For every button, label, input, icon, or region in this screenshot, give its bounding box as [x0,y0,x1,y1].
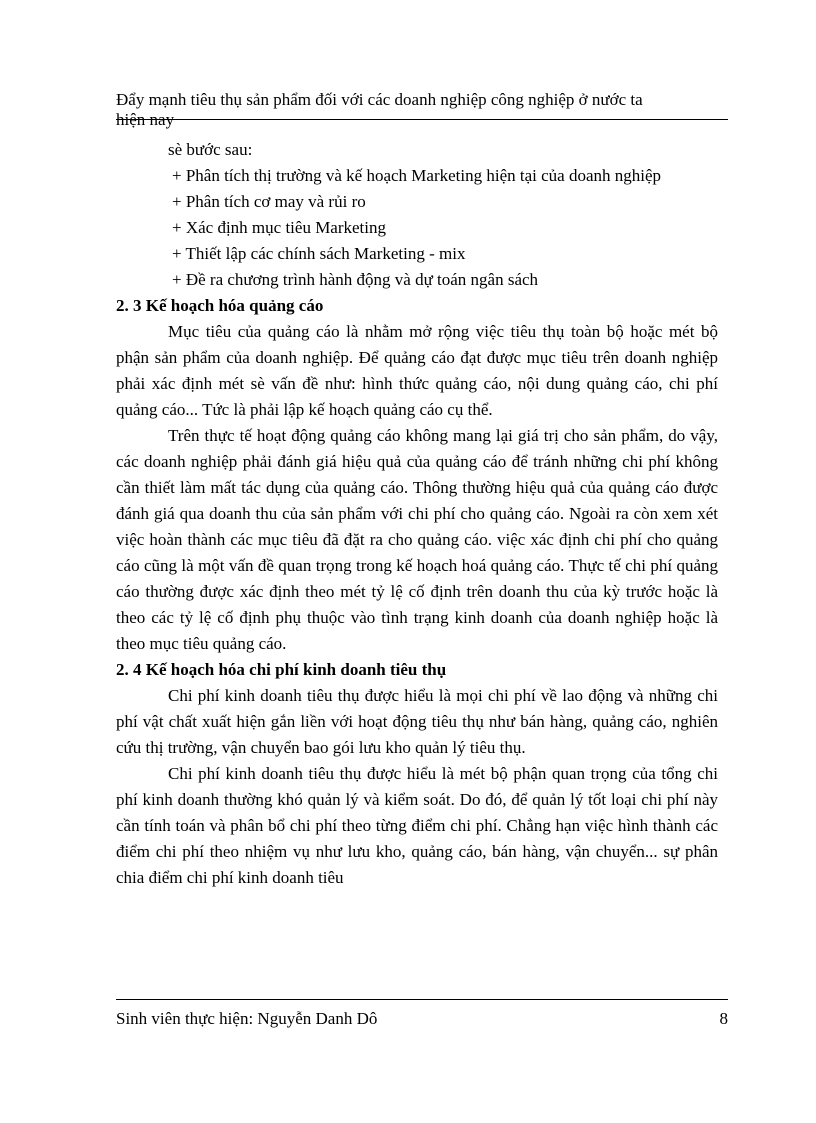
intro-text: sè bước sau: [168,140,253,159]
document-body [116,137,718,891]
header-divider [116,119,728,120]
footer-author: Sinh viên thực hiện: Nguyễn Danh Dô [116,1009,378,1028]
section-heading-2-3: 2. 3 Kế hoạch hóa quảng cáo [116,296,324,315]
footer-divider [116,999,728,1000]
step-item-2: + Phân tích cơ may và rủi ro [172,192,366,211]
section-heading-2-4: 2. 4 Kế hoạch hóa chi phí kinh doanh tiêu thụ [116,660,447,679]
step-item-3: + Xác định mục tiêu Marketing [172,218,387,237]
step-item-5: + Đề ra chương trình hành động và dự toán ngân sách [172,270,539,289]
paragraph-2-4-2: Chi phí kinh doanh tiêu thụ được hiểu là mét bộ phận quan trọng của tổng chi phí kinh doanh thường khó quản lý và kiểm soát. Do đó, để quản lý tốt loại chi phí này cần tính toán và phân bổ chi phí theo từng điểm chi phí. Chẳng hạn việc hình thành các điểm chi phí theo nhiệm vụ như lưu kho, quảng cáo, bán hàng, vận chuyển... sự phân chia điểm chi phí kinh doanh tiêu [116,764,718,887]
page-header [116,90,728,130]
page-footer [116,1008,728,1030]
header-title-line-1: Đẩy mạnh tiêu thụ sản phẩm đối với các doanh nghiệp công nghiệp ở nước ta [116,90,643,109]
step-item-1: + Phân tích thị trường và kế hoạch Marketing hiện tại của doanh nghiệp [172,166,662,185]
page-number: 8 [719,1009,728,1028]
header-title-line-2: hiện nay [116,110,175,129]
paragraph-2-3-1: Mục tiêu của quảng cáo là nhằm mở rộng việc tiêu thụ toàn bộ hoặc mét bộ phận sản phẩm của doanh nghiệp. Để quảng cáo đạt được mục tiêu trên doanh nghiệp phải xác định mét sè vấn đề như: hình thức quảng cáo, nội dung quảng cáo, chi phí quảng cáo... Tức là phải lập kế hoạch quảng cáo cụ thể. [116,322,718,419]
step-item-4: + Thiết lập các chính sách Marketing - mix [172,244,466,263]
paragraph-2-4-1: Chi phí kinh doanh tiêu thụ được hiểu là mọi chi phí về lao động và những chi phí vật chất xuất hiện gắn liền với hoạt động tiêu thụ như bán hàng, quảng cáo, nghiên cứu thị trường, vận chuyển bao gói lưu kho quản lý tiêu thụ. [116,686,718,757]
paragraph-2-3-2: Trên thực tế hoạt động quảng cáo không mang lại giá trị cho sản phẩm, do vậy, các doanh nghiệp phải đánh giá hiệu quả của quảng cáo để tránh những chi phí không cần thiết làm mất tác dụng của quảng cáo. Thông thường hiệu quả của quảng cáo được đánh giá qua doanh thu của sản phẩm với chi phí cho quảng cáo. Ngoài ra còn xem xét việc hoàn thành các mục tiêu đã đặt ra cho quảng cáo. việc xác định chi phí cho quảng cáo cũng là một vấn đề quan trọng trong kế hoạch hoá quảng cáo. Thực tế chi phí quảng cáo thường được xác định theo mét tỷ lệ cố định trên doanh thu của kỳ trước hoặc là theo các tỷ lệ cố định phụ thuộc vào tình trạng kinh doanh của doanh nghiệp hoặc là theo mục tiêu quảng cáo. [116,426,718,653]
